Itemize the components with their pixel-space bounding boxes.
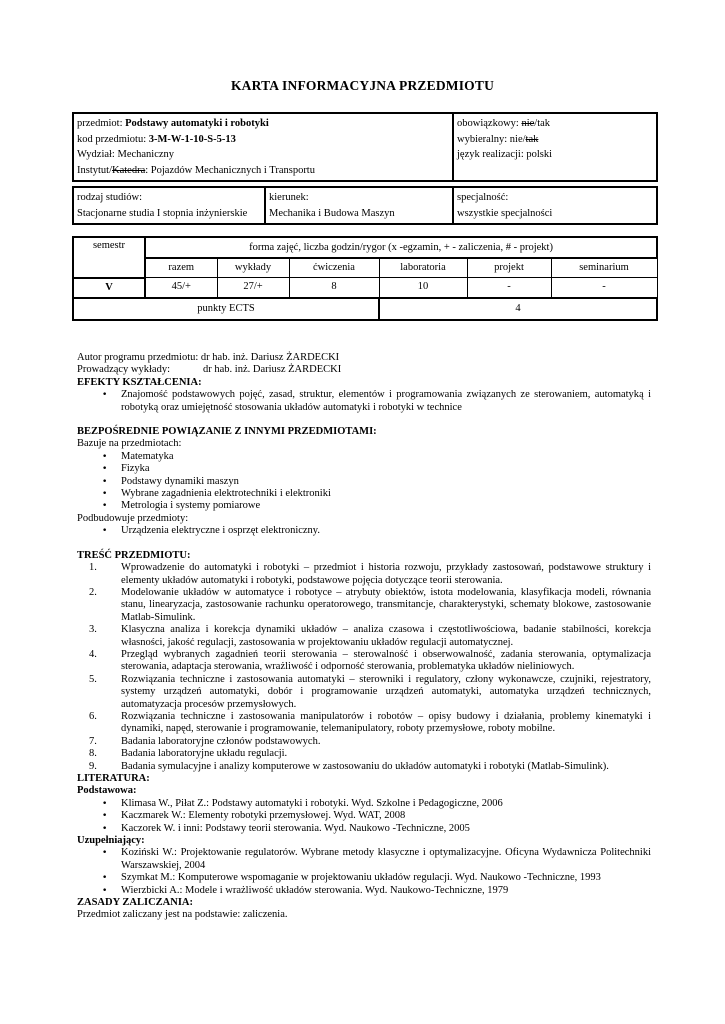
extra-literature-label: Uzupełniający:	[77, 835, 145, 847]
institute-name: Pojazdów Mechanicznych i Transportu	[150, 164, 315, 176]
item-text: Wprowadzenie do automatyki i robotyki – przedmiot i historia rozwoju, przykłady zastosowań, podstawowe struktury i elementy układów automatyki i robotyki, podstawowe pojęcia dotyczące teorii sterowania.	[121, 562, 651, 586]
semester-header: semestr	[73, 237, 145, 278]
lecturer-line	[77, 364, 651, 376]
direction: Mechanika i Budowa Maszyn	[269, 207, 395, 219]
institute-label-struck: Katedra	[112, 164, 146, 176]
study-type-label: rodzaj studiów:	[77, 192, 143, 203]
hours-value: -	[467, 278, 551, 298]
institute-line	[77, 163, 449, 179]
hours-value: 45/+	[145, 278, 217, 298]
study-meta-table	[72, 186, 658, 225]
list-item: • Wybrane zagadnienia elektrotechniki i elektroniki	[77, 488, 651, 500]
item-text: Badania laboratoryjne układu regulacji.	[121, 748, 288, 760]
hours-table	[72, 236, 658, 321]
list-item: • Matematyka	[77, 451, 651, 463]
elective-line	[457, 132, 653, 148]
list-item	[77, 562, 651, 587]
subject-code-line	[77, 132, 449, 148]
mandatory-value: /tak	[534, 118, 551, 129]
item-text: Modelowanie układów w automatyce i robotyce – atrybuty obiektów, istota modelowania, klasyfikacja modeli, równania stanu, linearyzacja, zastosowanie rachunku operatorowego, transmitancje, charakterystyki, schematy blokowe, zastosowanie Matlab-Simulink.	[121, 586, 651, 623]
subject-code-label: kod przedmiotu:	[77, 133, 147, 145]
basic-literature-label: Podstawowa:	[77, 785, 137, 797]
hours-values-row	[73, 278, 657, 298]
document-body	[77, 352, 651, 922]
specialty-cell	[453, 187, 657, 224]
literature-heading: LITERATURA:	[77, 773, 150, 784]
ects-label: punkty ECTS	[73, 298, 379, 320]
subject-code: 3-M-W-1-10-S-5-13	[148, 133, 236, 145]
subject-info-cell	[73, 113, 453, 181]
author-line: Autor programu przedmiotu: dr hab. inż. Dariusz ŻARDECKI	[77, 352, 340, 363]
mandatory-label: obowiązkowy:	[457, 118, 519, 129]
column-header: laboratoria	[379, 258, 467, 278]
subject-status-cell	[453, 113, 657, 181]
list-item: • Koziński W.: Projektowanie regulatorów. Wybrane metody klasyczne i optymalizacyjne. Oficyna Wydawnicza Politechniki Warszawskiej, 2004	[77, 847, 651, 872]
lecturer-label: Prowadzący wykłady:	[77, 364, 171, 376]
hours-value: 27/+	[217, 278, 289, 298]
list-item: • Urządzenia elektryczne i osprzęt elektroniczny.	[77, 525, 651, 537]
item-number: 8.	[89, 748, 97, 760]
item-text: Badania laboratoryjne członów podstawowych.	[121, 735, 321, 747]
hours-value: -	[551, 278, 657, 298]
built-on-list	[77, 525, 651, 537]
institute-label-colon: :	[145, 164, 149, 176]
subject-name: Podstawy automatyki i robotyki	[125, 118, 269, 129]
semester-value: V	[73, 278, 145, 298]
built-on-label: Podbudowuje przedmioty:	[77, 512, 189, 524]
effects-list	[77, 389, 651, 414]
specialty: wszystkie specjalności	[457, 207, 553, 219]
list-item: • Kaczmarek W.: Elementy robotyki przemysłowej. Wyd. WAT, 2008	[77, 810, 651, 822]
study-type: Stacjonarne studia I stopnia inżynierskie	[77, 207, 248, 219]
column-header: ćwiczenia	[289, 258, 379, 278]
language-line: język realizacji: polski	[457, 149, 553, 160]
ects-row	[73, 298, 657, 320]
subject-name-line	[77, 116, 449, 132]
item-number: 2.	[89, 586, 97, 598]
list-item: • Znajomość podstawowych pojęć, zasad, struktur, elementów i programowania związanych ze sterowaniem, automatyką i robotyką oraz umiejętność stosowania układów automatyki i robotyki w technice	[77, 389, 651, 414]
item-number: 5.	[89, 673, 97, 685]
list-item	[77, 736, 651, 748]
item-number: 6.	[89, 710, 97, 722]
based-on-list	[77, 451, 651, 513]
subject-name-label: przedmiot:	[77, 118, 123, 129]
column-header: projekt	[467, 258, 551, 278]
item-number: 3.	[89, 624, 97, 636]
effects-heading: EFEKTY KSZTAŁCENIA:	[77, 376, 202, 388]
form-header: forma zajęć, liczba godzin/rygor (x -egzamin, + - zaliczenia, # - projekt)	[145, 237, 657, 258]
item-text: Rozwiązania techniczne i zastosowania automatyki – sterowniki i regulatory, człony wykonawcze, czujniki, rejestratory, systemy urządzeń automatyki, dobór i programowanie urządzeń automatyki, automatyka urządzeń technicznych, automatyzacja procesów przemysłowych.	[121, 673, 651, 710]
ects-value: 4	[379, 298, 657, 320]
list-item	[77, 711, 651, 736]
faculty-line: Wydział: Mechaniczny	[77, 149, 175, 160]
list-item	[77, 649, 651, 674]
list-item: • Kaczorek W. i inni: Podstawy teorii sterowania. Wyd. Naukowo -Techniczne, 2005	[77, 823, 651, 835]
basic-literature-list	[77, 798, 651, 835]
assessment-heading: ZASADY ZALICZANIA:	[77, 897, 194, 909]
item-number: 7.	[89, 735, 97, 747]
hours-value: 8	[289, 278, 379, 298]
list-item	[77, 674, 651, 711]
item-text: Przegląd wybranych zagadnień teorii sterowania – sterowalność i obserwowalność, zadania sterowania, optymalizacja sterowania, adaptacja sterowania, wrażliwość i odporność sterowania, problematyka układów nieliniowych.	[121, 648, 651, 673]
hours-value: 10	[379, 278, 467, 298]
study-type-cell	[73, 187, 265, 224]
elective-label: wybieralny: nie/	[457, 133, 526, 145]
list-item: • Wierzbicki A.: Modele i wrażliwość układów sterowania. Wyd. Naukowo-Techniczne, 1979	[77, 885, 651, 897]
column-header: wykłady	[217, 258, 289, 278]
subject-info-table	[72, 112, 658, 182]
specialty-label: specjalność:	[457, 192, 509, 203]
page-title: KARTA INFORMACYJNA PRZEDMIOTU	[230, 78, 495, 93]
extra-literature-list	[77, 847, 651, 897]
list-item	[77, 624, 651, 649]
list-item	[77, 761, 651, 773]
based-on-label: Bazuje na przedmiotach:	[77, 438, 182, 450]
item-text: Klasyczna analiza i korekcja dynamiki układów – analiza czasowa i częstotliwościowa, badanie stabilności, korekcja własności, jakość regulacji, zastosowania w projektowaniu układów regulacji automatycznej.	[121, 624, 651, 648]
content-heading: TREŚĆ PRZEDMIOTU:	[77, 549, 191, 561]
direction-cell	[265, 187, 453, 224]
hours-columns-row	[73, 258, 657, 278]
item-number: 4.	[89, 648, 97, 660]
list-item: • Fizyka	[77, 463, 651, 475]
mandatory-struck: nie	[521, 118, 535, 129]
content-list	[77, 562, 651, 773]
elective-struck: tak	[525, 133, 539, 145]
list-item: • Podstawy dynamiki maszyn	[77, 476, 651, 488]
column-header: seminarium	[551, 258, 657, 278]
assessment-text: Przedmiot zaliczany jest na podstawie: zaliczenia.	[77, 909, 288, 921]
list-item: • Szymkat M.: Komputerowe wspomaganie w projektowaniu układów regulacji. Wyd. Naukowo -Techniczne, 1993	[77, 872, 651, 884]
direction-label: kierunek:	[269, 192, 309, 203]
lecturer-name: dr hab. inż. Dariusz ŻARDECKI	[203, 364, 342, 376]
list-item	[77, 748, 651, 760]
item-text: Badania symulacyjne i analizy komputerowe w zastosowaniu do układów automatyki i robotyki (Matlab-Simulink).	[121, 760, 609, 772]
item-number: 9.	[89, 760, 97, 772]
column-header: razem	[145, 258, 217, 278]
item-text: Rozwiązania techniczne i zastosowania manipulatorów i robotów – opisy budowy i działania, problemy kinematyki i dynamiki, napęd, sterowanie i programowanie, telemanipulatory, roboty przemysłowe, roboty mobilne.	[121, 710, 651, 735]
list-item	[77, 587, 651, 624]
relations-heading: BEZPOŚREDNIE POWIĄZANIE Z INNYMI PRZEDMIOTAMI:	[77, 426, 377, 438]
mandatory-line	[457, 116, 653, 132]
item-number: 1.	[89, 562, 97, 574]
list-item: • Metrologia i systemy pomiarowe	[77, 500, 651, 512]
institute-label: Instytut/	[77, 164, 113, 176]
list-item: • Klimasa W., Piłat Z.: Podstawy automatyki i robotyki. Wyd. Szkolne i Pedagogiczne, 2006	[77, 798, 651, 810]
